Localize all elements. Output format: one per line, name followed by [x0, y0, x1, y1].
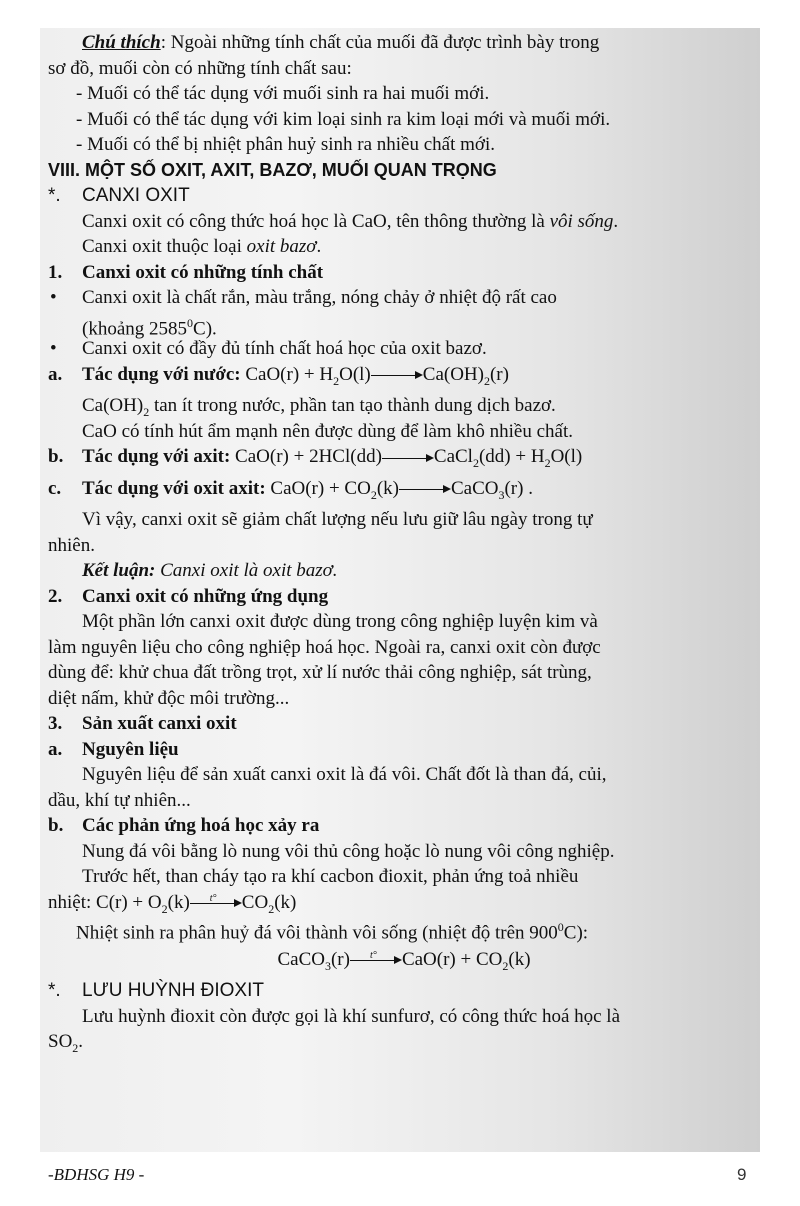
heading-materials — [48, 737, 760, 763]
item-marker: a. — [48, 738, 63, 760]
item-marker: b. — [48, 815, 64, 836]
equation: O(l) — [550, 446, 583, 467]
bullet-icon: • — [50, 287, 57, 308]
text: . — [316, 236, 322, 257]
paragraph-cont: diệt nấm, khử độc môi trường... — [48, 687, 290, 709]
note-label: Chú thích — [82, 32, 161, 53]
paragraph: Nung đá vôi bằng lò nung vôi thủ công hoặc lò nung vôi công nghiệp. — [82, 840, 615, 862]
subscript: 3 — [498, 487, 505, 502]
text: Canxi oxit là chất rắn, màu trắng, nóng chảy ở nhiệt độ rất cao — [82, 287, 557, 308]
heading-properties — [48, 260, 760, 286]
paragraph-cont — [48, 1029, 760, 1055]
heat-arrow-icon — [350, 950, 402, 966]
heading-applications — [48, 584, 760, 610]
equation: CaO(r) + CO — [270, 477, 371, 499]
subscript: 2 — [502, 958, 509, 973]
paragraph-cont: dùng để: khử chua đất trồng trọt, xử lí nước thải công nghiệp, sát trùng, — [48, 662, 592, 683]
equation: (k) — [508, 948, 531, 970]
equation: CaCO — [450, 477, 499, 499]
text: Canxi oxit có đầy đủ tính chất hoá học của oxit bazơ. — [82, 338, 487, 359]
note-item: - Muối có thể tác dụng với kim loại sinh ra kim loại mới và muối mới. — [76, 108, 611, 130]
reaction-note — [48, 393, 760, 419]
subscript: 2 — [268, 901, 275, 916]
superscript: 0 — [557, 920, 564, 934]
reaction-carbon — [48, 890, 760, 916]
paragraph-cont: làm nguyên liệu cho công nghiệp hoá học. Ngoài ra, canxi oxit còn được — [48, 636, 601, 658]
subscript: 2 — [333, 373, 340, 388]
note-paragraph-cont: sơ đồ, muối còn có những tính chất sau: — [48, 57, 352, 79]
item-title: Tác dụng với oxit axit: — [82, 477, 266, 499]
reaction-acid — [48, 444, 760, 470]
heading-reactions — [48, 813, 760, 839]
text: . — [78, 1031, 84, 1052]
equation: (r) . — [504, 477, 533, 499]
item-title: Tác dụng với nước: — [82, 363, 241, 385]
superscript: 0 — [187, 315, 194, 330]
subscript: 2 — [472, 455, 479, 470]
equation: CaO(r) + 2HCl(dd) — [235, 446, 382, 467]
note-item: - Muối có thể tác dụng với muối sinh ra hai muối mới. — [76, 83, 490, 104]
heading-number: 1. — [48, 261, 63, 283]
bullet-item — [48, 336, 760, 362]
text: oxit bazơ — [246, 236, 317, 257]
paragraph — [48, 915, 760, 944]
reaction-note: CaO có tính hút ẩm mạnh nên được dùng để làm khô nhiều chất. — [82, 420, 574, 442]
item-marker: b. — [48, 446, 64, 467]
reaction-acid-oxide — [48, 476, 760, 502]
conclusion-label: Kết luận: — [82, 560, 156, 581]
cao-intro — [48, 209, 760, 235]
note-paragraph — [48, 30, 760, 56]
equation: (k) — [376, 477, 399, 499]
reaction-water — [48, 362, 760, 388]
heading-production — [48, 711, 760, 737]
text: Nhiệt sinh ra phân huỷ đá vôi thành vôi sống (nhiệt độ trên 900 — [76, 922, 558, 944]
cao-intro — [48, 234, 760, 260]
heading-title: Canxi oxit có những tính chất — [82, 261, 324, 283]
item-title: Tác dụng với axit: — [82, 446, 231, 467]
reaction-arrow-icon — [399, 483, 451, 495]
equation: (k) — [167, 891, 190, 913]
paragraph: Vì vậy, canxi oxit sẽ giảm chất lượng nếu lưu giữ lâu ngày trong tự — [82, 509, 593, 530]
subscript: 2 — [161, 901, 168, 916]
text: C). — [193, 317, 217, 339]
subscript: 2 — [483, 373, 490, 388]
text: C): — [563, 922, 589, 944]
heading-title: Sản xuất canxi oxit — [82, 713, 237, 734]
reaction-arrow-icon — [382, 452, 434, 464]
heading-marker: *. — [48, 980, 61, 1001]
equation: (k) — [274, 891, 297, 913]
subscript: 2 — [143, 404, 150, 419]
equation: (dd) + H — [478, 446, 545, 467]
paragraph: Một phần lớn canxi oxit được dùng trong công nghiệp luyện kim và — [82, 611, 598, 632]
paragraph: Nguyên liệu để sản xuất canxi oxit là đá vôi. Chất đốt là than đá, củi, — [82, 764, 607, 785]
subscript: 2 — [370, 487, 377, 502]
equation: Ca(OH) — [422, 363, 484, 385]
equation: O(l) — [339, 363, 371, 385]
text: vôi sống — [549, 210, 614, 232]
paragraph: Trước hết, than cháy tạo ra khí cacbon đioxit, phản ứng toả nhiều — [82, 866, 579, 887]
paragraph-cont: nhiên. — [48, 534, 95, 556]
bullet-item-cont — [48, 311, 760, 337]
equation: CaCO — [277, 948, 325, 970]
text: (khoảng 2585 — [82, 317, 188, 339]
subscript: 3 — [324, 958, 331, 973]
heading-marker: *. — [48, 185, 61, 206]
footer-book-code: -BDHSG H9 - — [48, 1165, 145, 1184]
arrow-label: t° — [369, 950, 377, 962]
heading-number: 3. — [48, 713, 63, 734]
arrow-label: t° — [209, 893, 217, 905]
subscript: 2 — [72, 1040, 79, 1055]
bullet-icon: • — [50, 338, 57, 359]
equation: CaO(r) + H — [245, 363, 334, 385]
equation: (r) — [489, 363, 509, 385]
item-marker: a. — [48, 363, 63, 385]
equation: CaCl — [433, 446, 473, 467]
heading-title: Canxi oxit có những ứng dụng — [82, 585, 329, 607]
equation: CaO(r) + CO — [401, 948, 503, 970]
text: Canxi oxit thuộc loại — [82, 236, 247, 257]
subscript: 2 — [544, 455, 551, 470]
subsection-heading-cao — [48, 183, 760, 209]
note-text: : Ngoài những tính chất của muối đã được trình bày trong — [160, 32, 600, 53]
bullet-item — [48, 285, 760, 311]
item-title: Các phản ứng hoá học xảy ra — [82, 815, 320, 836]
formula: SO — [48, 1031, 73, 1052]
page-number: 9 — [737, 1165, 747, 1184]
heading-number: 2. — [48, 585, 63, 607]
heading-title: CANXI OXIT — [82, 185, 190, 206]
reaction-limestone — [48, 947, 760, 973]
text: tan ít trong nước, phần tan tạo thành dung dịch bazơ. — [149, 395, 556, 416]
section-heading: VIII. MỘT SỐ OXIT, AXIT, BAZƠ, MUỐI QUAN TRỌNG — [48, 159, 497, 180]
conclusion — [48, 558, 760, 584]
note-item: - Muối có thể bị nhiệt phân huỷ sinh ra nhiều chất mới. — [76, 134, 495, 155]
item-marker: c. — [48, 477, 62, 499]
paragraph-cont: dầu, khí tự nhiên... — [48, 789, 191, 811]
equation: nhiệt: C(r) + O — [48, 891, 162, 913]
reaction-arrow-icon — [371, 369, 423, 381]
heading-title: LƯU HUỲNH ĐIOXIT — [82, 980, 264, 1001]
heat-arrow-icon — [190, 893, 242, 909]
item-title: Nguyên liệu — [82, 738, 179, 760]
document-page — [48, 30, 760, 1055]
conclusion-text: Canxi oxit là oxit bazơ. — [155, 560, 338, 581]
subsection-heading-so2 — [48, 978, 760, 1004]
text: . — [613, 210, 619, 232]
equation: (r) — [330, 948, 350, 970]
text: Ca(OH) — [82, 395, 144, 416]
paragraph: Lưu huỳnh đioxit còn được gọi là khí sunfurơ, có công thức hoá học là — [82, 1005, 621, 1027]
equation: CO — [241, 891, 269, 913]
text: Canxi oxit có công thức hoá học là CaO, tên thông thường là — [82, 210, 550, 232]
